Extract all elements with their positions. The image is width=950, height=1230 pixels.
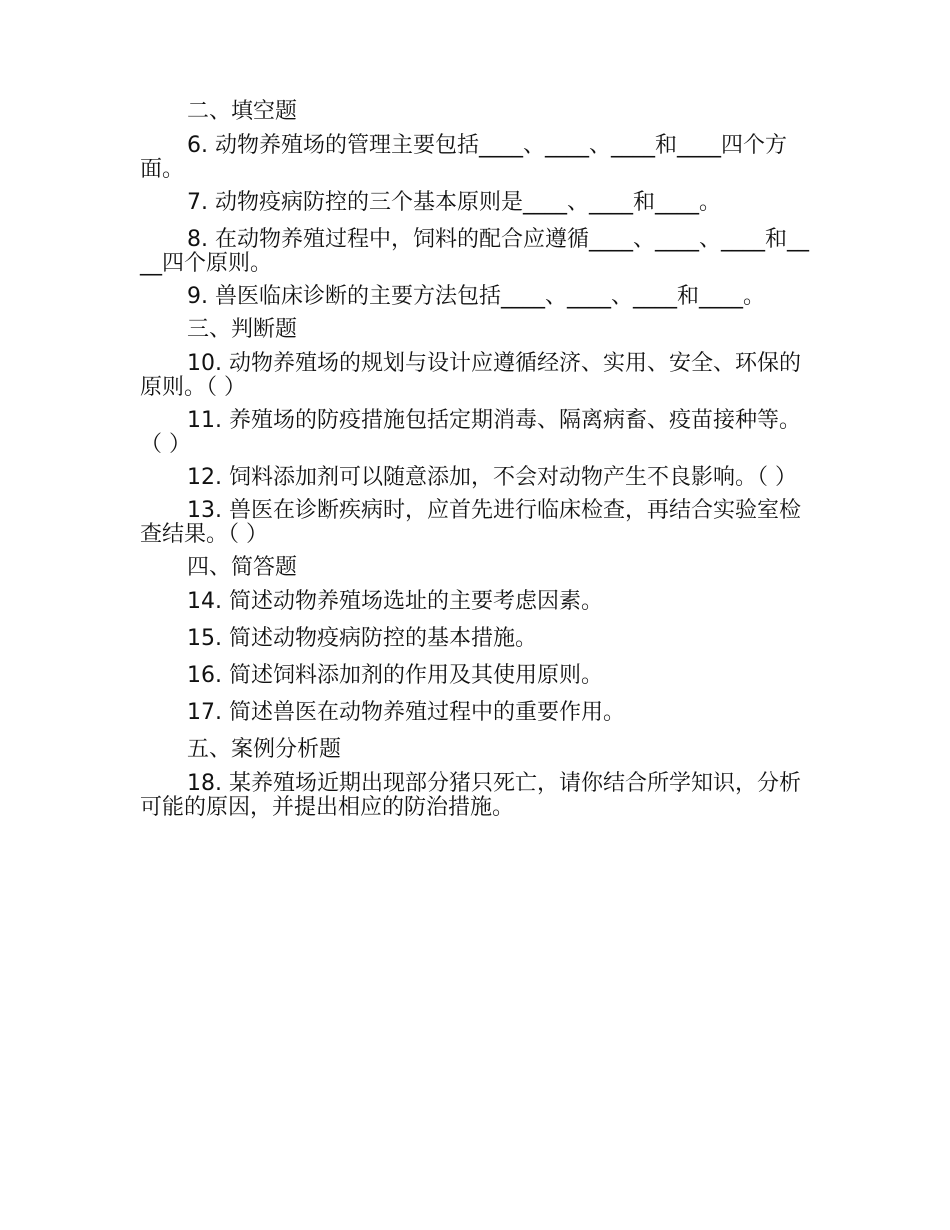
question-10: 10. 动物养殖场的规划与设计应遵循经济、实用、安全、环保的原则。（ ）	[140, 351, 801, 400]
question-7: 7. 动物疫病防控的三个基本原则是____、____和____。	[187, 190, 721, 215]
question-14: 14. 简述动物养殖场选址的主要考虑因素。	[187, 589, 603, 614]
section-heading-case-analysis: 五、案例分析题	[187, 737, 342, 762]
section-heading-fill-in-blank: 二、填空题	[187, 99, 298, 124]
document-body	[140, 100, 810, 829]
question-12: 12. 饲料添加剂可以随意添加，不会对动物产生不良影响。（ ）	[187, 465, 797, 490]
question-15: 15. 简述动物疫病防控的基本措施。	[187, 626, 537, 651]
question-13: 13. 兽医在诊断疾病时，应首先进行临床检查，再结合实验室检查结果。（ ）	[140, 498, 801, 547]
question-18: 18. 某养殖场近期出现部分猪只死亡，请你结合所学知识，分析可能的原因，并提出相应的防治措施。	[140, 771, 801, 820]
question-17: 17. 简述兽医在动物养殖过程中的重要作用。	[187, 700, 625, 725]
question-6: 6. 动物养殖场的管理主要包括____、____、____和____四个方面。	[140, 133, 787, 182]
question-9: 9. 兽医临床诊断的主要方法包括____、____、____和____。	[187, 284, 765, 309]
question-11: 11. 养殖场的防疫措施包括定期消毒、隔离病畜、疫苗接种等。（ ）	[140, 408, 801, 457]
question-8: 8. 在动物养殖过程中，饲料的配合应遵循____、____、____和____四个原则。	[140, 227, 809, 276]
question-16: 16. 简述饲料添加剂的作用及其使用原则。	[187, 663, 603, 688]
section-heading-short-answer: 四、简答题	[187, 555, 298, 580]
section-heading-true-false: 三、判断题	[187, 317, 298, 342]
